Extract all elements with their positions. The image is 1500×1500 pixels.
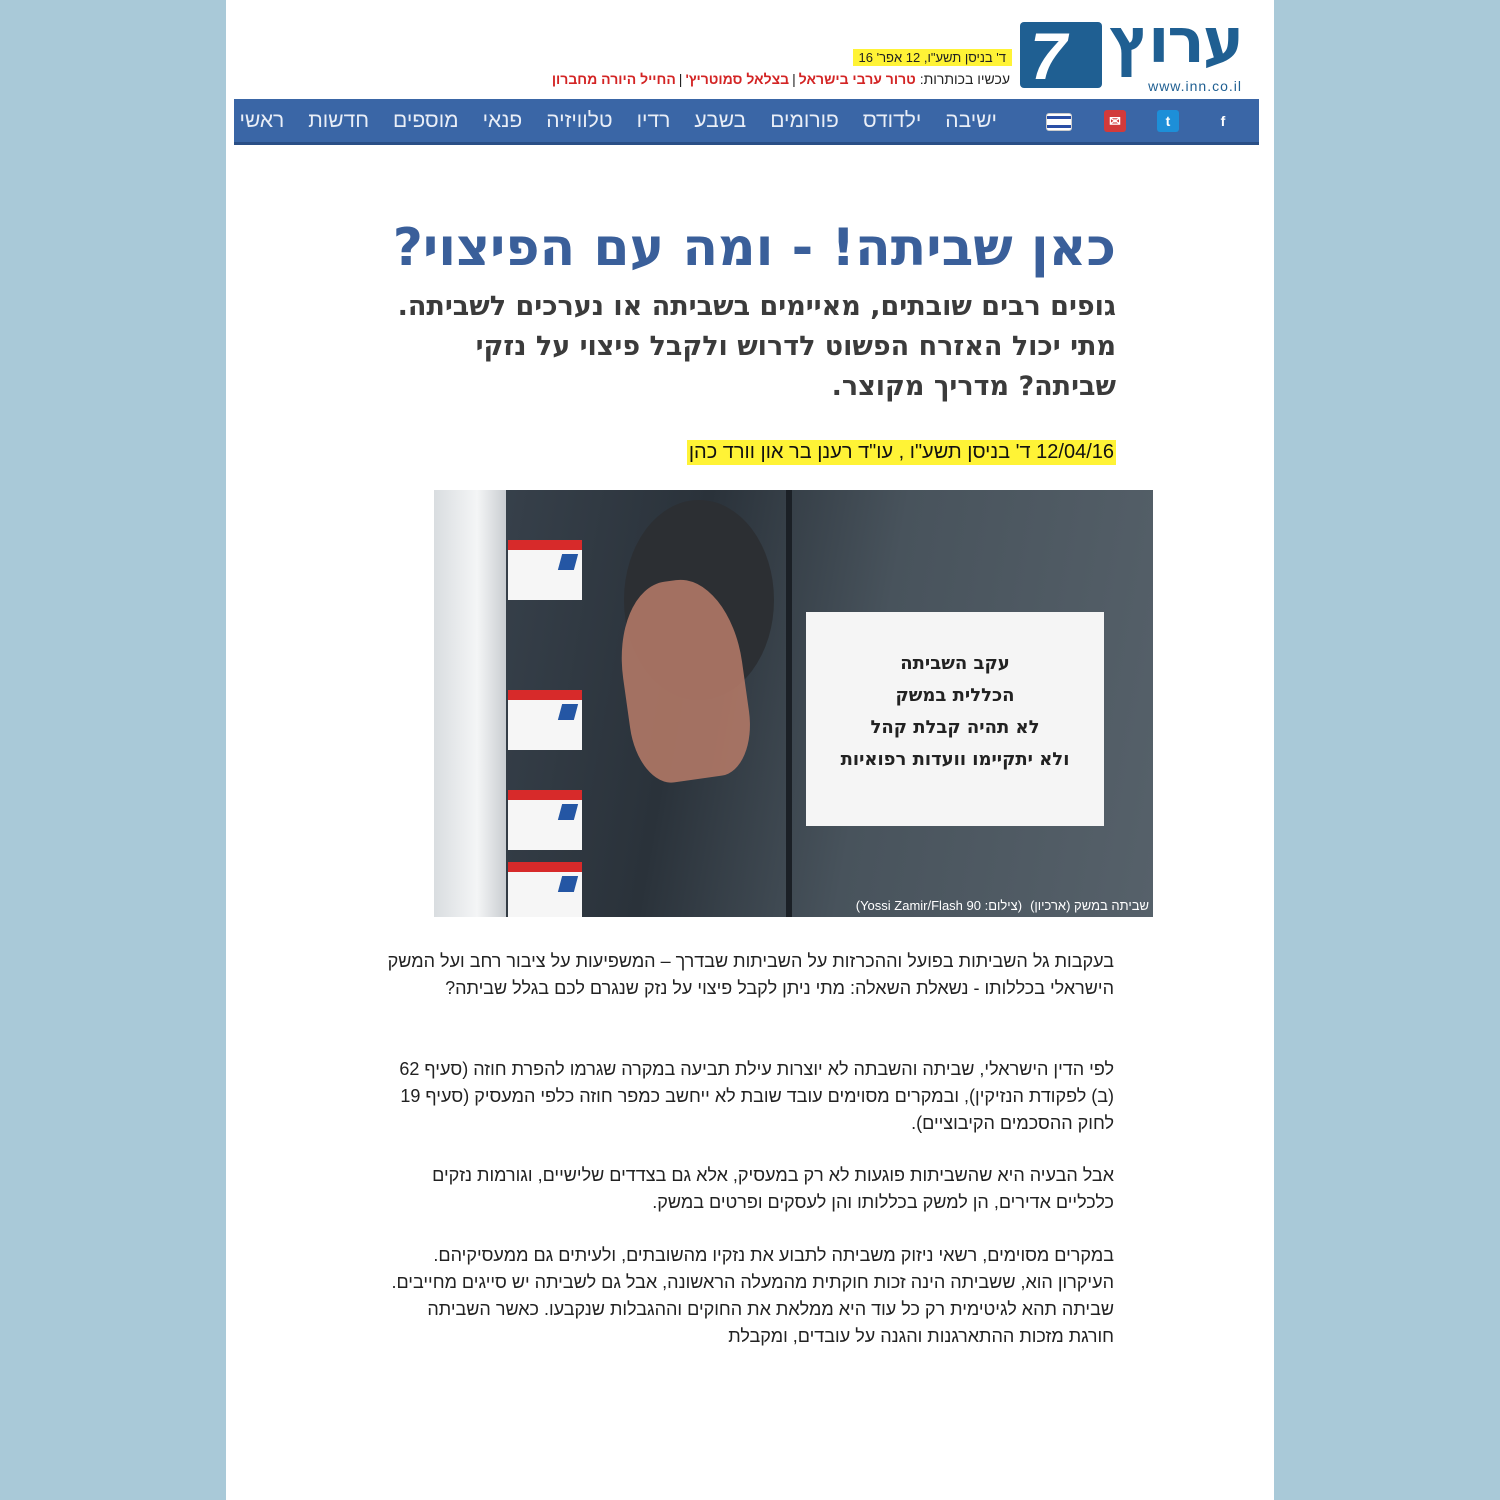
headlines-label: עכשיו בכותרות:: [919, 71, 1010, 87]
site-logo[interactable]: [1020, 4, 1242, 94]
sticker: [508, 862, 582, 917]
sticker: [508, 540, 582, 600]
site-url[interactable]: www.inn.co.il: [1148, 78, 1242, 94]
headline-link[interactable]: החייל היורה מחברון: [551, 71, 676, 87]
headline-link[interactable]: בצלאל סמוטריץ': [685, 71, 790, 87]
nav-item-leisure[interactable]: פנאי: [482, 108, 523, 132]
nav-item-kids[interactable]: ילדודס: [862, 108, 922, 132]
logo-word: ערוץ: [1109, 4, 1242, 77]
nav-item-radio[interactable]: רדיו: [636, 108, 671, 132]
nav-item-yeshiva[interactable]: ישיבה: [945, 108, 997, 132]
photo-credit: (צילום: Yossi Zamir/Flash 90): [855, 898, 1023, 913]
separator: |: [678, 71, 683, 87]
notice-line: הכללית במשק: [895, 685, 1015, 706]
nav-item-besheva[interactable]: בשבע: [694, 108, 747, 132]
header-date: ד' בניסן תשע"ו, 12 אפר' 16: [853, 49, 1012, 66]
notice-line: עקב השביתה: [900, 653, 1010, 674]
article-paragraph: בעקבות גל השביתות בפועל וההכרזות על השביתות שבדרך – המשפיעות על ציבור רחב ועל המשק הישראלי בכללותו - נשאלת השאלה: מתי ניתן לקבל פיצוי על נזק שנגרם לכם בגלל שביתה?: [387, 951, 1114, 998]
nav-item-forums[interactable]: פורומים: [770, 108, 839, 132]
article-title: כאן שביתה! - ומה עם הפיצוי?: [392, 218, 1116, 278]
door-divider: [786, 490, 792, 917]
article-paragraph: לפי הדין הישראלי, שביתה והשבתה לא יוצרות עילת תביעה במקרה שגרמו להפרת חוזה (סעיף 62 (ב) לפקודת הנזיקין), ובמקרים מסוימים עובד שובת לא ייחשב כמפר חוזה כלפי המעסיק (סעיף 19 לחוק ההסכמים הקיבוציים).: [399, 1059, 1114, 1133]
logo-number: 7: [1030, 19, 1067, 93]
sticker: [508, 690, 582, 750]
logo-badge: [1020, 19, 1102, 93]
article-subtitle: גופים רבים שובתים, מאיימים בשביתה או נערכים לשביתה. מתי יכול האזרח הפשוט לדרוש ולקבל פיצוי על נזקי שביתה? מדריך מקוצר.: [397, 291, 1116, 402]
notice-line: ולא יתקיימו וועדות רפואיות: [840, 749, 1070, 770]
headlines-bar: [552, 71, 1010, 87]
nav-item-news[interactable]: חדשות: [308, 108, 370, 132]
headline-link[interactable]: טרור ערבי בישראל: [798, 71, 916, 87]
notice-line: לא תהיה קבלת קהל: [870, 717, 1040, 738]
facebook-icon[interactable]: f: [1212, 110, 1234, 132]
article-paragraph: במקרים מסוימים, רשאי ניזוק משביתה לתבוע את נזקיו מהשובתים, ולעיתים גם ממעסיקיהם. העיקרון הוא, ששביתה הינה זכות חוקתית מהמעלה הראשונה, אבל גם לשביתה יש סייגים מחייבים. שביתה תהא לגיטימית רק כל עוד היא ממלאת את החוקים וההגבלות שנקבעו. כאשר השביתה חורגת מזכות ההתארגנות והגנה על עובדים, ומקבלת: [391, 1245, 1114, 1346]
door-frame: [434, 490, 506, 917]
article-photo: [434, 490, 1153, 917]
strike-notice: [806, 612, 1104, 826]
nav-item-supplements[interactable]: מוספים: [393, 108, 459, 132]
nav-item-tv[interactable]: טלוויזיה: [546, 108, 613, 132]
caption-text: שביתה במשק (ארכיון): [1030, 898, 1149, 913]
article-byline: 12/04/16 ד' בניסן תשע"ו , עו"ד רענן בר און וורד כהן: [688, 441, 1114, 463]
mail-icon[interactable]: ✉: [1104, 110, 1126, 132]
photo-caption: [848, 898, 1149, 913]
sticker: [508, 790, 582, 850]
article-paragraph: אבל הבעיה היא שהשביתות פוגעות לא רק במעסיק, אלא גם בצדדים שלישיים, וגורמות נזקים כלכליים אדירים, הן למשק בכללותו והן לעסקים ופרטים במשק.: [432, 1165, 1114, 1212]
nav-items: [228, 99, 1010, 142]
israel-flag-icon[interactable]: [1046, 113, 1072, 131]
twitter-icon[interactable]: t: [1157, 110, 1179, 132]
nav-item-home[interactable]: ראשי: [239, 108, 285, 132]
main-nav: [234, 99, 1259, 145]
separator: |: [792, 71, 796, 87]
